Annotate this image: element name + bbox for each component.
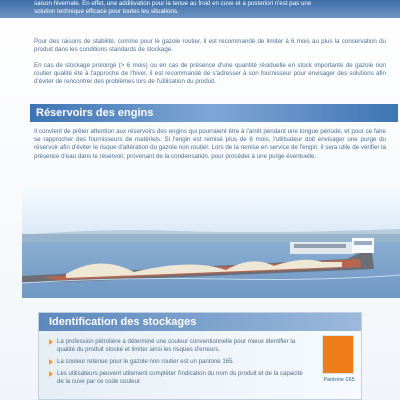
intro-line-1: saison hivernale. En effet, une additivation pour la tenue au froid en cuve et a posteriori n'est pas une	[34, 0, 312, 7]
barge-photo	[22, 186, 400, 298]
paragraph-prolonged-storage: En cas de stockage prolongé (> 6 mois) ou en cas de présence d'une quantité résiduelle en stock importante de gazole non routier qualité été à l'approche de l'hiver, il est recommandé de s'adresser à son fournisseur pour envisager des solutions afin d'éviter de rencontrer des problèmes lors de l'utilisation du produit.	[34, 62, 386, 86]
bullet-arrow-icon	[49, 359, 53, 365]
intro-line-2: solution technique efficace pour toutes les situations.	[34, 8, 179, 16]
pantone-swatch	[322, 335, 354, 374]
bullet-arrow-icon	[49, 339, 53, 345]
paragraph-reservoirs: Il convient de prêter attention aux réservoirs des engins qui pourraient être à l'arrêt pendant une longue période, et pour ce faire se rapprocher des fournisseurs de matériels. Si l'engin est remisé plus de 6 mois, l'utilisateur doit envisager une purge du réservoir afin d'éviter le risque d'altération du gazole non routier. Lors de la remise en service de l'engin, il sera utile de vérifier la présence d'eau dans le réservoir, provenant de la condensation, pour procéder à une purge éventuelle.	[34, 128, 386, 160]
identification-bullet-text-3: Les utilisateurs peuvent utilement compléter l'indication du nom du produit et de la capacité de la cuve par ce code couleur.	[57, 370, 303, 385]
identification-bullet-1	[49, 338, 304, 354]
pantone-label: Pantone 165	[323, 377, 355, 383]
intro-text	[34, 0, 384, 16]
section-title: Réservoirs des engins	[36, 107, 154, 119]
identification-bullet-3	[49, 370, 304, 386]
identification-box	[38, 312, 362, 400]
bullet-arrow-icon	[49, 371, 53, 377]
identification-bullets	[49, 338, 304, 390]
identification-bullet-text-2: La couleur retenue pour le gazole non routier est un pantone 165.	[57, 358, 235, 365]
barge-photo-illustration	[22, 186, 400, 298]
identification-title: Identification des stockages	[49, 316, 197, 328]
paragraph-stability: Pour des raisons de stabilité, comme pour le gazole routier, il est recommandé de limiter à 6 mois au plus la conservation du produit dans les conditions standards de stockage.	[34, 38, 386, 54]
identification-bullet-2	[49, 358, 304, 366]
identification-bullet-text-1: La profession pétrolière a déterminé une couleur conventionnelle pour mieux identifier la qualité du produit stocké et limiter ainsi les risques d'erreurs.	[57, 338, 296, 353]
